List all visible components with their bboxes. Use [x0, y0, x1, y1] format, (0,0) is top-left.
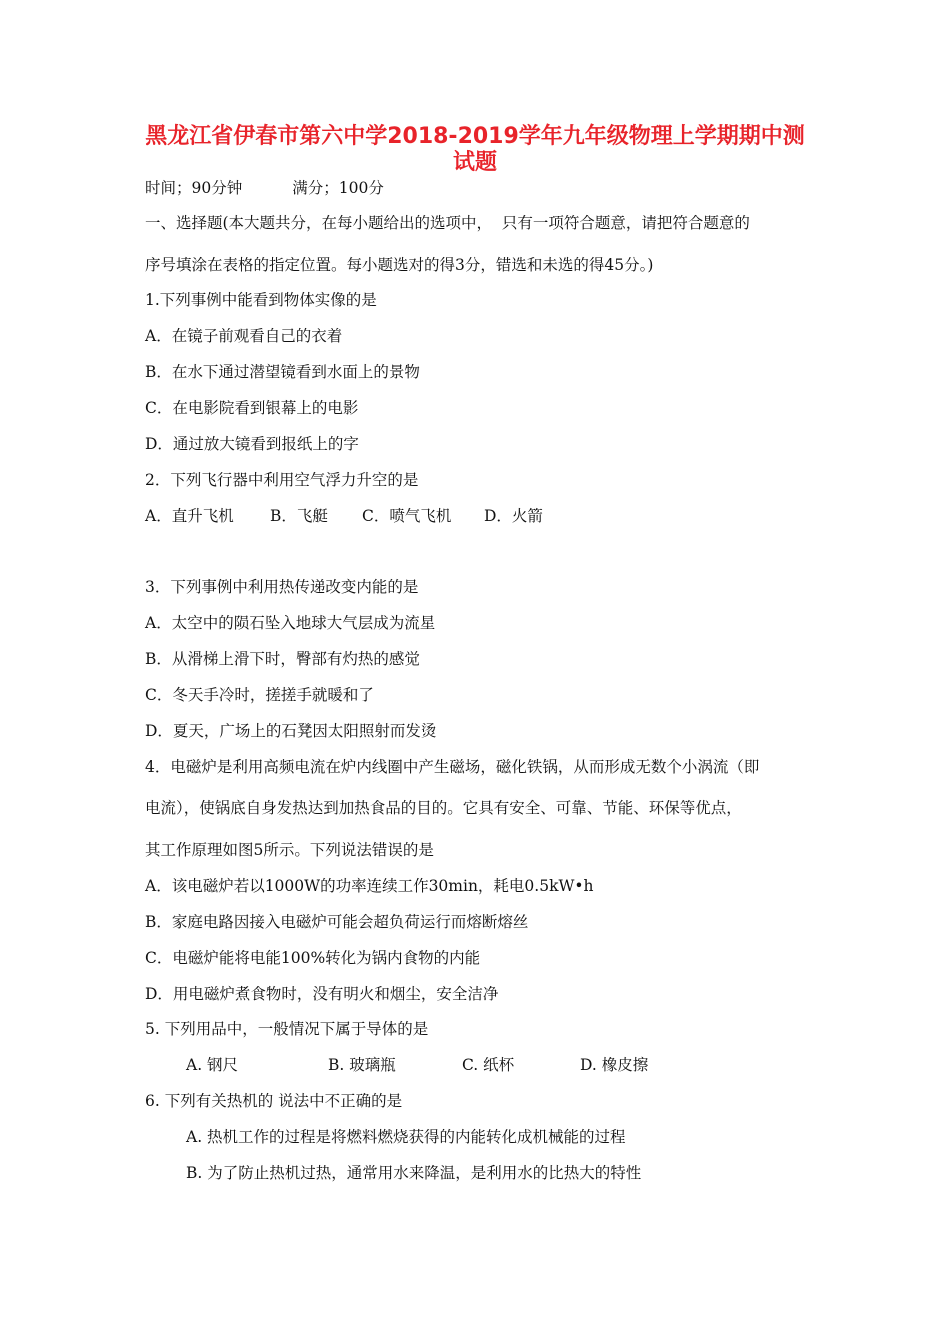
q3-option-d: D．夏天，广场上的石凳因太阳照射而发烫	[145, 722, 437, 740]
q3-option-a: A．太空中的陨石坠入地球大气层成为流星	[145, 614, 436, 632]
q5-option-c: C. 纸杯	[462, 1056, 515, 1074]
section-instructions-line-2: 序号填涂在表格的指定位置。每小题选对的得3分，错选和未选的得45分。)	[145, 256, 654, 274]
q2-options	[145, 506, 543, 526]
exam-score: 满分；100分	[292, 179, 384, 197]
q5-stem: 5. 下列用品中，一般情况下属于导体的是	[145, 1020, 429, 1038]
q6-stem: 6. 下列有关热机的 说法中不正确的是	[145, 1092, 403, 1110]
q2-option-c: C．喷气飞机	[362, 507, 452, 525]
q1-option-d: D．通过放大镜看到报纸上的字	[145, 435, 359, 453]
q2-option-d: D．火箭	[484, 507, 543, 525]
q4-stem-line-2: 电流），使锅底自身发热达到加热食品的目的。它具有安全、可靠、节能、环保等优点，	[145, 799, 742, 817]
q3-stem: 3．下列事例中利用热传递改变内能的是	[145, 578, 419, 596]
q4-option-d: D．用电磁炉煮食物时，没有明火和烟尘，安全洁净	[145, 985, 499, 1003]
q1-option-c: C．在电影院看到银幕上的电影	[145, 399, 359, 417]
document-title-line-2: 试题	[452, 150, 497, 175]
q2-stem: 2．下列飞行器中利用空气浮力升空的是	[145, 471, 419, 489]
q6-option-b: B. 为了防止热机过热，通常用水来降温，是利用水的比热大的特性	[186, 1164, 642, 1182]
q4-stem-line-1: 4．电磁炉是利用高频电流在炉内线圈中产生磁场，磁化铁锅，从而形成无数个小涡流（即	[145, 758, 760, 776]
q2-option-b: B．飞艇	[270, 507, 328, 525]
section-instructions-line-1: 一、选择题(本大题共分，在每小题给出的选项中， 只有一项符合题意，请把符合题意的	[145, 214, 750, 232]
q5-option-d: D. 橡皮擦	[580, 1056, 649, 1074]
q1-option-b: B．在水下通过潜望镜看到水面上的景物	[145, 363, 420, 381]
q6-option-a: A. 热机工作的过程是将燃料燃烧获得的内能转化成机械能的过程	[186, 1128, 626, 1146]
q5-option-a: A. 钢尺	[186, 1056, 239, 1074]
q3-option-b: B．从滑梯上滑下时，臀部有灼热的感觉	[145, 650, 420, 668]
q3-option-c: C．冬天手冷时，搓搓手就暖和了	[145, 686, 374, 704]
exam-time: 时间；90分钟	[145, 179, 243, 197]
q4-stem-line-3: 其工作原理如图5所示。下列说法错误的是	[145, 841, 434, 859]
document-title-line-1: 黑龙江省伊春市第六中学2018-2019学年九年级物理上学期期中测	[145, 124, 805, 149]
q1-option-a: A．在镜子前观看自己的衣着	[145, 327, 343, 345]
exam-meta	[145, 178, 384, 198]
q5-option-b: B. 玻璃瓶	[328, 1056, 396, 1074]
q4-option-c: C．电磁炉能将电能100%转化为锅内食物的内能	[145, 949, 481, 967]
q5-options	[186, 1055, 648, 1075]
q4-option-a: A．该电磁炉若以1000W的功率连续工作30min，耗电0.5kW•h	[145, 877, 594, 895]
q1-stem: 1.下列事例中能看到物体实像的是	[145, 291, 377, 309]
q4-option-b: B．家庭电路因接入电磁炉可能会超负荷运行而熔断熔丝	[145, 913, 529, 931]
q2-option-a: A．直升飞机	[145, 507, 234, 525]
